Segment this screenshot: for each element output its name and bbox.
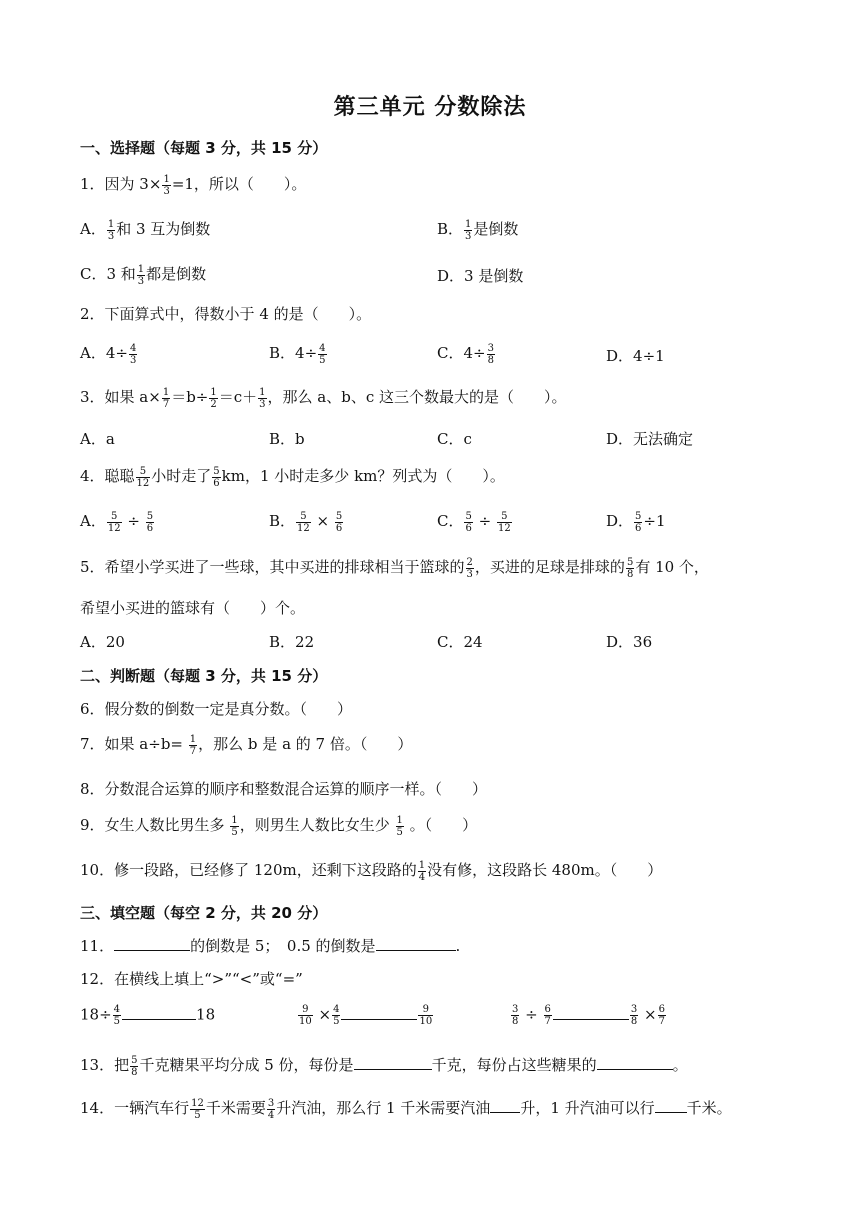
- answer-blank[interactable]: [354, 1055, 432, 1070]
- fraction: $\frac{3}{8}$: [487, 342, 494, 366]
- question-11: 11． 的倒数是 5； 0.5 的倒数是 .: [80, 937, 461, 955]
- q3-option-a[interactable]: A．a: [80, 430, 115, 448]
- q3-option-b[interactable]: B．b: [269, 430, 305, 448]
- q5-option-c[interactable]: C．24: [437, 633, 483, 651]
- q3-option-c[interactable]: C．c: [437, 430, 472, 448]
- fraction: $\frac{3}{4}$: [267, 1097, 275, 1121]
- fraction: $\frac{5}{12}$: [107, 510, 121, 534]
- fraction: $\frac{1}{3}$: [259, 386, 266, 410]
- fraction: $\frac{3}{8}$: [512, 1004, 519, 1027]
- fraction: $\frac{5}{6}$: [335, 510, 343, 534]
- fraction: $\frac{1}{2}$: [210, 386, 217, 410]
- fraction: $\frac{6}{7}$: [544, 1004, 551, 1027]
- fraction: $\frac{5}{6}$: [635, 510, 642, 534]
- page-title: 第三单元 分数除法: [333, 95, 527, 120]
- fraction: $\frac{1}{3}$: [107, 218, 115, 242]
- fraction: $\frac{1}{5}$: [231, 814, 238, 838]
- fraction: $\frac{9}{10}$: [299, 1004, 312, 1027]
- q4-option-c[interactable]: C． $\frac{5}{6}$ ÷ $\frac{5}{12}$: [437, 510, 511, 534]
- compare-item-3: $\frac{3}{8}$ ÷ $\frac{6}{7}$ $\frac{3}{8}$ × $\frac{6}{7}$: [512, 1004, 665, 1027]
- q5-option-a[interactable]: A．20: [80, 633, 125, 651]
- answer-blank[interactable]: [114, 936, 190, 951]
- answer-blank[interactable]: [490, 1098, 520, 1113]
- q1-option-a[interactable]: A． $\frac{1}{3}$ 和 3 互为倒数: [80, 218, 211, 242]
- answer-blank[interactable]: [655, 1098, 687, 1113]
- fraction: $\frac{5}{8}$: [626, 556, 634, 580]
- section-choice-heading: 一、选择题（每题 3 分，共 15 分）: [80, 139, 328, 157]
- fraction: $\frac{5}{12}$: [136, 465, 150, 489]
- question-1: 1．因为 3× $\frac{1}{3}$ =1，所以（ ）。: [80, 173, 307, 197]
- q4-option-d[interactable]: D． $\frac{5}{6}$ ÷1: [606, 510, 666, 534]
- question-4: 4．聪聪 $\frac{5}{12}$ 小时走了 $\frac{5}{6}$ km，1 小时走多少 km？列式为（ ）。: [80, 465, 505, 489]
- fraction: $\frac{1}{3}$: [137, 263, 145, 287]
- fraction: $\frac{1}{3}$: [163, 173, 170, 197]
- question-3: 3．如果 a× $\frac{1}{7}$ ＝b÷ $\frac{1}{2}$ ＝c＋ $\frac{1}{3}$ ，那么 a、b、c 这三个数最大的是（ ）。: [80, 386, 567, 410]
- question-2: 2．下面算式中，得数小于 4 的是（ ）。: [80, 305, 372, 323]
- fraction: $\frac{5}{6}$: [465, 510, 472, 534]
- q1-option-d[interactable]: D．3 是倒数: [437, 267, 524, 285]
- fraction: $\frac{4}{5}$: [319, 342, 326, 366]
- compare-item-1: 18÷ $\frac{4}{5}$ 18: [80, 1004, 216, 1027]
- question-14: 14．一辆汽车行 $\frac{12}{5}$ 千米需要 $\frac{3}{4}$ 升汽油，那么行 1 千米需要汽油 升，1 升汽油可以行 千米。: [80, 1097, 732, 1121]
- fraction: $\frac{5}{12}$: [498, 510, 511, 534]
- question-5: 5．希望小学买进了一些球，其中买进的排球相当于篮球的 $\frac{2}{3}$ ，买进的足球是排球的 $\frac{5}{8}$ 有 10 个，: [80, 556, 709, 580]
- question-9: 9．女生人数比男生多 $\frac{1}{5}$ ，则男生人数比女生少 $\frac{1}{5}$ 。（ ）: [80, 814, 478, 838]
- question-7: 7．如果 a÷b= $\frac{1}{7}$ ，那么 b 是 a 的 7 倍。（ ）: [80, 733, 413, 757]
- question-5-line-2: 希望小买进的篮球有（ ）个。: [80, 599, 306, 617]
- fraction: $\frac{12}{5}$: [191, 1097, 204, 1121]
- q2-option-d[interactable]: D．4÷1: [606, 347, 665, 365]
- q2-option-c[interactable]: C．4÷ $\frac{3}{8}$: [437, 342, 494, 366]
- q2-option-a[interactable]: A．4÷ $\frac{4}{3}$: [80, 342, 137, 366]
- compare-item-2: $\frac{9}{10}$ × $\frac{4}{5}$ $\frac{9}{10}$: [299, 1004, 433, 1027]
- fraction: $\frac{1}{5}$: [396, 814, 403, 838]
- fraction: $\frac{5}{12}$: [297, 510, 310, 534]
- fraction: $\frac{5}{6}$: [146, 510, 154, 534]
- q4-option-b[interactable]: B． $\frac{5}{12}$ × $\frac{5}{6}$: [269, 510, 343, 534]
- fraction: $\frac{4}{5}$: [333, 1004, 340, 1027]
- fraction: $\frac{2}{3}$: [466, 556, 473, 580]
- section-judge-heading: 二、判断题（每题 3 分，共 15 分）: [80, 667, 328, 685]
- answer-blank[interactable]: [122, 1005, 196, 1020]
- fraction: $\frac{5}{8}$: [131, 1054, 138, 1078]
- section-fill-heading: 三、填空题（每空 2 分，共 20 分）: [80, 904, 328, 922]
- answer-blank[interactable]: [597, 1055, 673, 1070]
- q1-option-b[interactable]: B． $\frac{1}{3}$ 是倒数: [437, 218, 519, 242]
- answer-blank[interactable]: [376, 936, 456, 951]
- q3-option-d[interactable]: D．无法确定: [606, 430, 694, 448]
- question-13: 13．把 $\frac{5}{8}$ 千克糖果平均分成 5 份，每份是 千克，每份占这些糖果的 。: [80, 1054, 688, 1078]
- fraction: $\frac{4}{5}$: [113, 1004, 121, 1027]
- q4-option-a[interactable]: A． $\frac{5}{12}$ ÷ $\frac{5}{6}$: [80, 510, 154, 534]
- answer-blank[interactable]: [553, 1005, 629, 1020]
- fraction: $\frac{6}{7}$: [658, 1004, 665, 1027]
- fraction: $\frac{1}{3}$: [465, 218, 472, 242]
- q5-option-d[interactable]: D．36: [606, 633, 653, 651]
- fraction: $\frac{9}{10}$: [419, 1004, 433, 1027]
- fraction: $\frac{1}{7}$: [162, 386, 170, 410]
- fraction: $\frac{3}{8}$: [630, 1004, 638, 1027]
- fraction: $\frac{4}{3}$: [129, 342, 137, 366]
- answer-blank[interactable]: [341, 1005, 417, 1020]
- q5-option-b[interactable]: B．22: [269, 633, 315, 651]
- question-8: 8．分数混合运算的顺序和整数混合运算的顺序一样。（ ）: [80, 780, 488, 798]
- question-6: 6．假分数的倒数一定是真分数。（ ）: [80, 700, 353, 718]
- fraction: $\frac{1}{7}$: [189, 733, 197, 757]
- question-12: 12．在横线上填上“>”“<”或“=”: [80, 970, 303, 988]
- fraction: $\frac{5}{6}$: [213, 465, 220, 489]
- q2-option-b[interactable]: B．4÷ $\frac{4}{5}$: [269, 342, 326, 366]
- question-10: 10．修一段路，已经修了 120m，还剩下这段路的 $\frac{1}{4}$ 没有修，这段路长 480m。（ ）: [80, 859, 663, 883]
- q1-option-c[interactable]: C．3 和 $\frac{1}{3}$ 都是倒数: [80, 263, 207, 287]
- fraction: $\frac{1}{4}$: [418, 859, 426, 883]
